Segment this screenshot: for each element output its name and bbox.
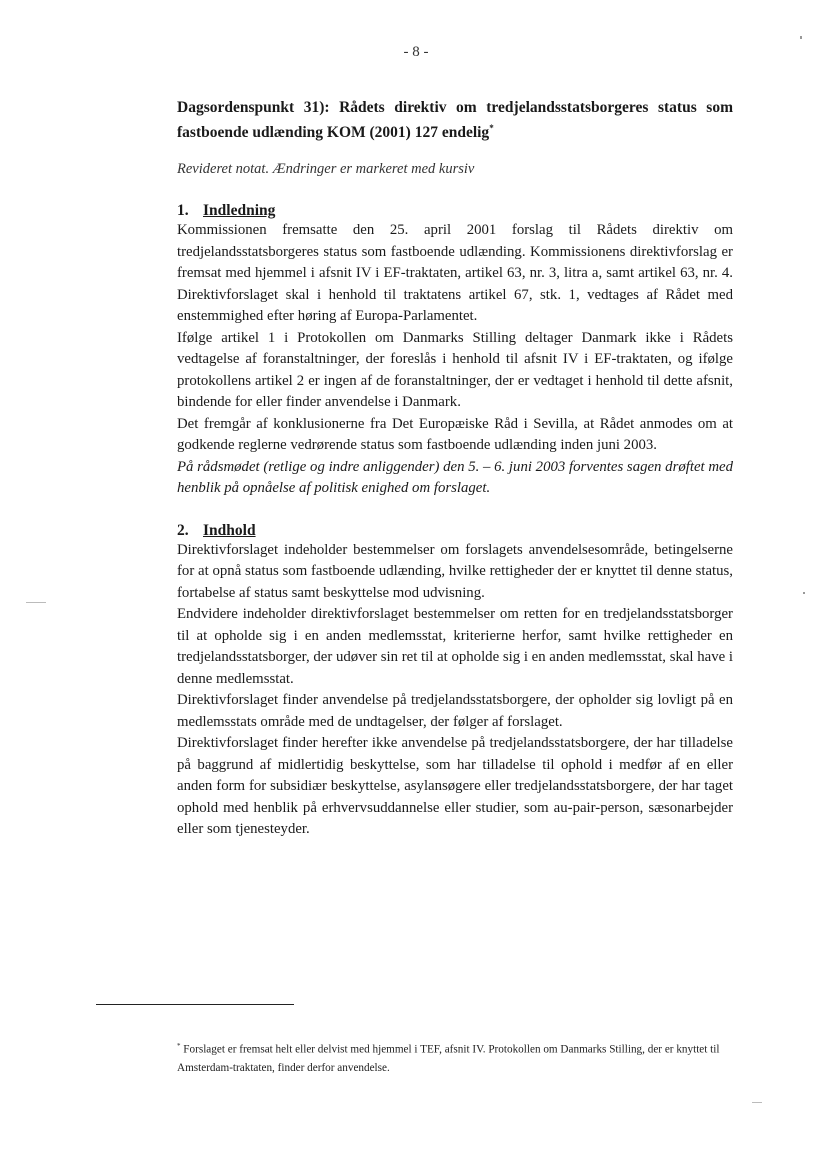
paragraph: Direktivforslaget finder herefter ikke anvendelse på tredjelandsstatsborgere, der har tilladelse på baggrund af midlertidig beskyttelse, som har tilladelse til ophold i medfør af en eller anden form for subsidiær beskyttelse, asylansøgere eller tredjelandsstatsborgere, der har taget ophold med henblik på erhvervsuddannelse eller studier, som au-pair-person, sæsonarbejder eller som tjenesteyder. — [177, 735, 733, 838]
scan-speck — [752, 1102, 762, 1103]
paragraph-revised: På rådsmødet (retlige og indre anliggender) den 5. – 6. juni 2003 forventes sagen drøftet med henblik på opnåelse af politisk enighed om forslaget. — [177, 458, 733, 497]
paragraph: Endvidere indeholder direktivforslaget bestemmelser om retten for en tredjelandsstatsborger til at opholde sig i en anden medlemsstat, kriterierne herfor, samt hvilke rettigheder en tredjelandsstatsborger, der udøver sin ret til at opholde sig i en anden medlemsstat, skal have i denne medlemsstat. — [177, 606, 733, 687]
section-heading-indhold — [177, 522, 733, 540]
section-number: 1. — [177, 202, 189, 220]
paragraph: Det fremgår af konklusionerne fra Det Europæiske Råd i Sevilla, at Rådet anmodes om at godkende reglerne vedrørende status som fastboende udlænding inden juni 2003. — [177, 415, 733, 454]
section-number: 2. — [177, 521, 189, 539]
document-title: Dagsordenspunkt 31): Rådets direktiv om tredjelandsstatsborgeres status som fastboende udlænding KOM (2001) 127 endelig* — [177, 99, 733, 142]
scan-speck — [803, 592, 805, 594]
section-title: Indhold — [203, 521, 256, 539]
scan-speck — [26, 602, 46, 603]
footnote: * Forslaget er fremsat helt eller delvist med hjemmel i TEF, afsnit IV. Protokollen om Danmarks Stilling, der er knyttet til Amsterdam-traktaten, finder derfor anvendelse. — [177, 1042, 720, 1074]
section-title: Indledning — [203, 202, 276, 220]
footnote-divider — [96, 1004, 294, 1005]
document-body — [177, 97, 733, 841]
footnote-marker: * — [177, 1042, 181, 1050]
paragraph: Direktivforslaget finder anvendelse på tredjelandsstatsborgere, der opholder sig lovligt på en medlemsstats område med de undtagelser, der følger af forslaget. — [177, 692, 733, 730]
paragraph: Direktivforslaget indeholder bestemmelser om forslagets anvendelsesområde, betingelserne for at opnå status som fastboende udlænding, hvilke rettigheder der er knyttet til denne status, fortabelse af status samt beskyttelse mod udvisning. — [177, 541, 733, 601]
page-number: - 8 - — [403, 44, 429, 60]
footnote-marker: * — [489, 123, 494, 133]
paragraph: Ifølge artikel 1 i Protokollen om Danmarks Stilling deltager Danmark ikke i Rådets vedtagelse af foranstaltninger, der foreslås i henhold til afsnit IV i EF-traktaten, og ifølge protokollens artikel 2 er ingen af de foranstaltninger, der er vedtaget i henhold til dette afsnit, bindende for eller finder anvendelse i Danmark. — [177, 329, 733, 411]
paragraph: Kommissionen fremsatte den 25. april 2001 forslag til Rådets direktiv om tredjelandsstatsborgeres status som fastboende udlænding. Kommissionens direktivforslag er fremsat med hjemmel i afsnit IV i EF-traktaten, artikel 63, nr. 3, litra a, samt artikel 63, nr. 4. Direktivforslaget skal i henhold til traktatens artikel 67, stk. 1, vedtages af Rådet med enstemmighed efter høring af Europa-Parlamentet. — [177, 222, 733, 325]
scan-speck — [800, 36, 802, 39]
revision-note: Revideret notat. Ændringer er markeret med kursiv — [177, 161, 475, 178]
section-heading-indledning — [177, 202, 733, 220]
